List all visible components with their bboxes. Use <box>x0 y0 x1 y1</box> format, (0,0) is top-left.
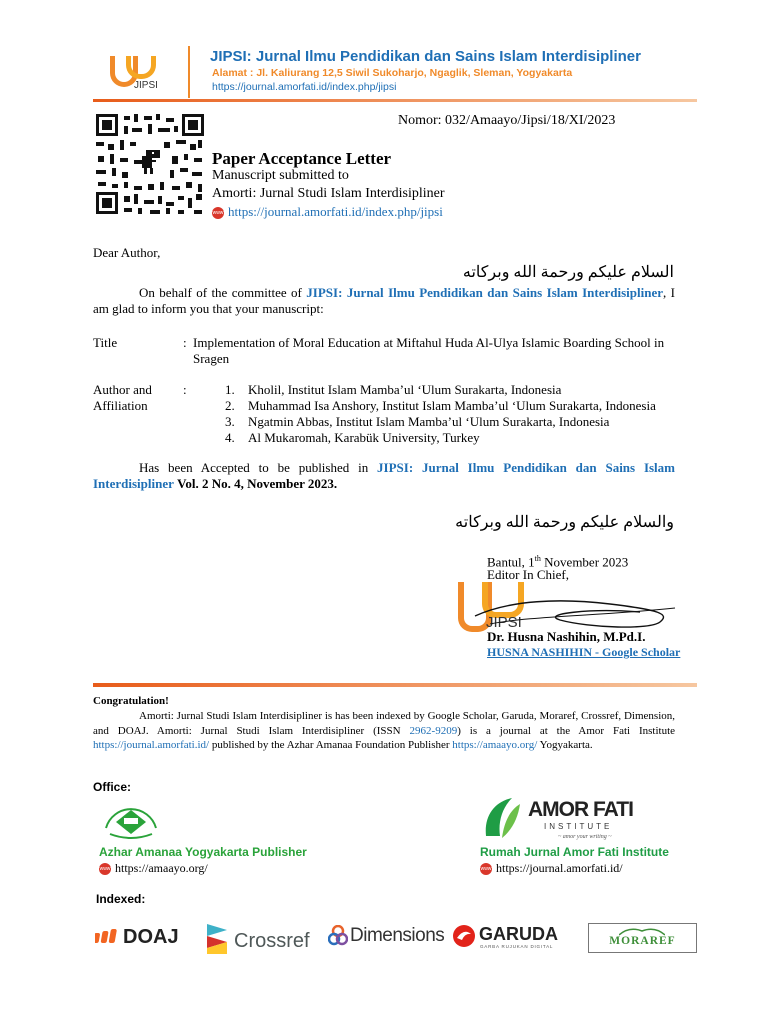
web-icon: www <box>212 207 224 219</box>
editor-name: Dr. Husna Nashihin, M.Pd.I. <box>487 629 646 644</box>
target-journal: Amorti: Jurnal Studi Islam Interdisipliner <box>212 186 445 201</box>
institute-url[interactable]: https://journal.amorfati.id/ <box>93 739 210 751</box>
author-item: 1. Kholil, Institut Islam Mamba’ul ‘Ulum Surakarta, Indonesia <box>225 382 562 397</box>
intro-paragraph: On behalf of the committee of JIPSI: Jurnal Ilmu Pendidikan dan Sains Islam Interdisipliner, I am glad to inform you that your manuscript: <box>93 285 675 316</box>
garuda-logo[interactable]: GARUDA GARBA RUJUKAN DIGITAL <box>452 922 572 952</box>
salutation: Dear Author, <box>93 245 161 260</box>
scholar-link[interactable]: HUSNA NASHIHIN - Google Scholar <box>487 645 681 659</box>
title-colon: : <box>183 335 187 350</box>
doaj-logo[interactable]: DOAJ <box>95 926 185 948</box>
target-url[interactable]: https://journal.amorfati.id/index.php/jipsi <box>228 204 443 219</box>
amor-fati-logo: AMOR FATI INSTITUTE ~ amor your writing ~ <box>482 794 652 844</box>
issn: 2962-9209 <box>409 724 458 737</box>
institute-link[interactable]: https://journal.amorfati.id/ <box>496 861 623 875</box>
crossref-logo[interactable]: Crossref <box>205 920 310 956</box>
publisher-url[interactable]: https://amaayo.org/ <box>452 739 538 751</box>
logo-label: JIPSI <box>134 80 158 91</box>
header-journal-name: JIPSI: Jurnal Ilmu Pendidikan dan Sains Islam Interdisipliner <box>210 48 641 65</box>
author-item: 2. Muhammad Isa Anshory, Institut Islam Mamba’ul ‘Ulum Surakarta, Indonesia <box>225 398 656 413</box>
letter-title: Paper Acceptance Letter <box>212 149 392 168</box>
header-address: Alamat : Jl. Kaliurang 12,5 Siwil Sukoharjo, Ngaglik, Sleman, Yogyakarta <box>212 67 573 79</box>
office-label: Office: <box>93 780 132 794</box>
submitted-line: Manuscript submitted to <box>212 168 349 183</box>
paper-title: Implementation of Moral Education at Miftahul Huda Al-Ulya Islamic Boarding School in Sragen <box>193 335 665 366</box>
author-item: 3. Ngatmin Abbas, Institut Islam Mamba’ul ‘Ulum Surakarta, Indonesia <box>225 414 610 429</box>
web-icon: www <box>99 863 111 875</box>
web-icon: www <box>480 863 492 875</box>
editor-role: Editor In Chief, <box>487 567 569 582</box>
institute-name: Rumah Jurnal Amor Fati Institute <box>480 845 669 859</box>
dimensions-logo[interactable]: Dimensions <box>328 924 443 950</box>
author-item: 4. Al Mukaromah, Karabük University, Turkey <box>225 430 480 445</box>
arabic-closing: والسلام عليكم ورحمة الله وبركاته <box>455 514 674 531</box>
header-divider <box>93 99 697 102</box>
arabic-greeting: السلام عليكم ورحمة الله وبركاته <box>462 264 674 281</box>
qr-code <box>94 112 206 216</box>
publisher-link[interactable]: https://amaayo.org/ <box>115 861 208 875</box>
target-url-row <box>212 204 443 220</box>
institute-link-row <box>480 861 623 876</box>
intro-journal: JIPSI: Jurnal Ilmu Pendidikan dan Sains Islam Interdisipliner <box>306 285 663 300</box>
title-label: Title <box>93 335 118 350</box>
author-list <box>225 382 695 446</box>
jipsi-stamp-logo: JIPSI <box>452 574 532 640</box>
publisher-name: Azhar Amanaa Yogyakarta Publisher <box>99 845 307 859</box>
accepted-journal: JIPSI: Jurnal Ilmu Pendidikan dan Sains Islam Interdisipliner <box>93 460 675 491</box>
letter-number: Nomor: 032/Amaayo/Jipsi/18/XI/2023 <box>398 113 616 128</box>
moraref-logo[interactable]: MORAREF <box>588 923 697 953</box>
author-colon: : <box>183 382 187 397</box>
accepted-issue: Vol. 2 No. 4, November 2023. <box>177 476 338 491</box>
congrats-paragraph: Amorti: Jurnal Studi Islam Interdisipliner is has been indexed by Google Scholar, Garuda, Moraref, Crossref, Dimension, and DOAJ. Amorti: Jurnal Studi Islam Interdisipliner (ISSN 2962-9209) is a journal at the Amor Fati Institute https://journal.amorfati.id/ published by the Azhar Amanaa Foundation Publisher https://amaayo.org/ Yogyakarta. <box>93 710 676 751</box>
accepted-paragraph: Has been Accepted to be published in JIPSI: Jurnal Ilmu Pendidikan dan Sains Islam Interdisipliner Vol. 2 No. 4, November 2023. <box>93 460 675 491</box>
header-vertical-rule <box>188 46 190 98</box>
place-date: Bantul, 1th November 2023 <box>487 554 629 570</box>
author-label: Author and Affiliation <box>93 382 152 413</box>
header-url[interactable]: https://journal.amorfati.id/index.php/jipsi <box>212 81 397 93</box>
indexed-label: Indexed: <box>96 892 146 906</box>
footer-divider <box>93 683 697 687</box>
jipsi-header-logo <box>106 50 166 96</box>
congrats-title: Congratulation! <box>93 695 169 707</box>
publisher-seal-logo <box>100 798 162 844</box>
publisher-link-row <box>99 861 208 876</box>
signature <box>470 594 680 634</box>
